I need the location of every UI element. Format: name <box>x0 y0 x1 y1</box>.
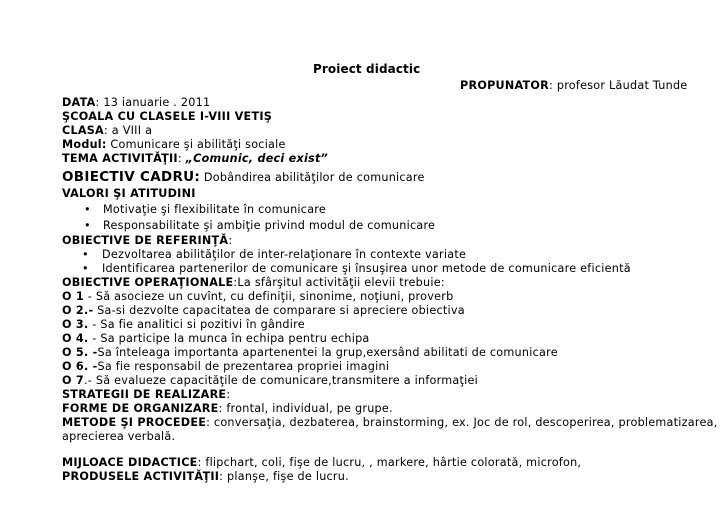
organization-forms-label: FORME DE ORGANIZARE <box>62 402 219 415</box>
methods-continuation: aprecierea verbală. <box>62 430 176 443</box>
bullet-icon: • <box>84 219 91 232</box>
values-item: • Responsabilitate şi ambiţie privind modul de comunicare <box>84 219 436 232</box>
operational-objective-item: O 3. - Sa fie analitici si pozitivi în gândire <box>62 318 305 331</box>
module-line <box>62 138 286 152</box>
operational-objectives-heading: OBIECTIVE OPERAŢIONALE:La sfârşitul activităţii elevii trebuie: <box>62 276 445 289</box>
school-name: ŞCOALA CU CLASELE I-VIII VETIŞ <box>62 110 273 123</box>
organization-forms-value: : frontal, individual, pe grupe. <box>218 402 393 415</box>
objective-code: O 3. <box>62 318 89 331</box>
document-title: Proiect didactic <box>313 62 421 76</box>
operational-objective-item: O 2.- Sa-si dezvolte capacitatea de comparare si apreciere obiectiva <box>62 304 465 317</box>
reference-objectives-heading: OBIECTIVE DE REFERINŢĂ: <box>62 234 233 247</box>
date-value: : 13 ianuarie . 2011 <box>95 96 211 109</box>
strategies-heading: STRATEGII DE REALIZARE: <box>62 388 231 401</box>
teaching-materials-value: : flipchart, coli, fişe de lucru, , markere, hârtie colorată, microfon, <box>197 456 582 469</box>
propunator-label: PROPUNATOR <box>460 79 550 92</box>
organization-forms-line <box>62 402 393 416</box>
operational-objective-item: O 1 - Să asocieze un cuvînt, cu definiţii, sinonime, noţiuni, proverb <box>62 290 454 303</box>
values-heading: VALORI ŞI ATITUDINI <box>62 187 196 200</box>
operational-objective-item: O 7.- Să evalueze capacităţile de comunicare,transmitere a informaţiei <box>62 374 479 387</box>
operational-objective-item: O 6. -Sa fie responsabil de prezentarea propriei imagini <box>62 360 390 373</box>
objective-code: O 1 <box>62 290 84 303</box>
module-label: Modul: <box>62 138 107 151</box>
activity-products-value: : planşe, fişe de lucru. <box>219 470 349 483</box>
class-line <box>62 124 152 138</box>
objective-code: O 6. - <box>62 360 98 373</box>
module-value: Comunicare şi abilităţi sociale <box>106 138 286 151</box>
reference-objective-item: • Identificarea partenerilor de comunicare şi însuşirea unor metode de comunicare eficientă <box>82 262 631 275</box>
theme-line <box>62 152 328 166</box>
core-objective-label: OBIECTIV CADRU: <box>62 169 201 185</box>
objective-code: O 7 <box>62 374 84 387</box>
activity-products-label: PRODUSELE ACTIVITĂŢII <box>62 470 220 483</box>
methods-label: METODE ŞI PROCEDEE <box>62 416 207 429</box>
objective-code: O 4. <box>62 332 89 345</box>
date-line <box>62 96 210 110</box>
methods-line <box>62 416 718 430</box>
class-value: : a VIII a <box>103 124 153 137</box>
operational-objective-item: O 5. -Sa înteleaga importanta apartenentei la grup,exersând abilitati de comunicare <box>62 346 558 359</box>
date-label: DATA <box>62 96 96 109</box>
theme-separator: : <box>177 152 186 165</box>
values-item: • Motivaţie şi flexibilitate în comunicare <box>84 203 327 216</box>
theme-label: TEMA ACTIVITĂŢII <box>62 152 178 165</box>
operational-objective-item: O 4. - Sa participe la munca în echipa pentru echipa <box>62 332 370 345</box>
school-line <box>62 110 272 124</box>
teaching-materials-line <box>62 456 581 470</box>
objective-code: O 2.- <box>62 304 94 317</box>
activity-products-line <box>62 470 349 484</box>
objective-code: O 5. - <box>62 346 98 359</box>
core-objective-line <box>62 169 425 186</box>
core-objective-value: Dobândirea abilităţilor de comunicare <box>200 171 425 184</box>
propunator-value: : profesor Lăudat Tunde <box>549 79 688 92</box>
bullet-icon: • <box>82 262 89 275</box>
theme-value: „Comunic, deci exist” <box>185 152 329 165</box>
reference-objective-item: • Dezvoltarea abilităţilor de inter-relaţionare în contexte variate <box>82 248 467 261</box>
bullet-icon: • <box>84 203 91 216</box>
bullet-icon: • <box>82 248 89 261</box>
methods-value: : conversaţia, dezbaterea, brainstorming, ex. Joc de rol, descoperirea, problematizarea, <box>206 416 718 429</box>
propunator-line <box>460 79 687 93</box>
class-label: CLASA <box>62 124 104 137</box>
teaching-materials-label: MIJLOACE DIDACTICE <box>62 456 198 469</box>
